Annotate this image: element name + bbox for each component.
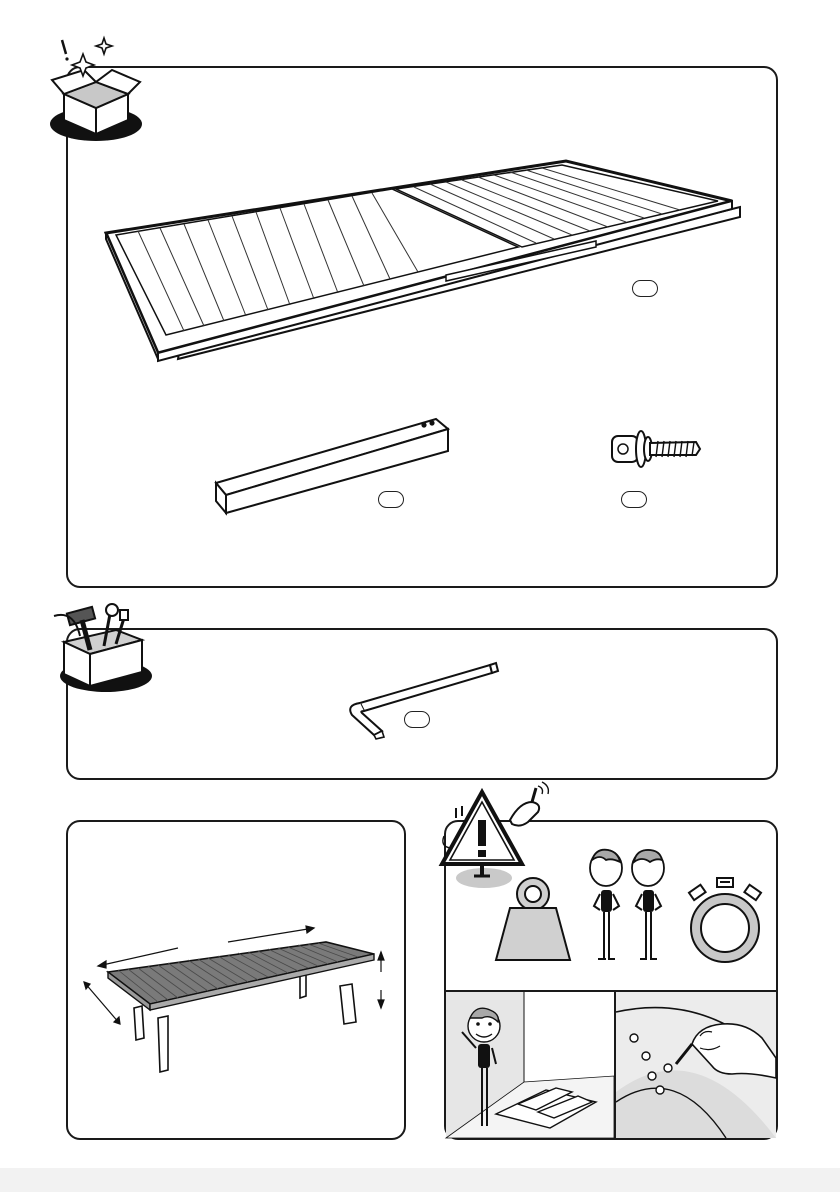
bolt-ref-bubble xyxy=(621,491,647,508)
page-footer-strip xyxy=(0,1168,840,1192)
two-people-icon xyxy=(584,848,670,964)
bolt-part xyxy=(608,428,704,472)
leg-ref-bubble xyxy=(378,491,404,508)
toolbox-icon xyxy=(46,596,156,696)
weight-icon xyxy=(492,876,574,962)
leg-part xyxy=(210,415,455,515)
assembled-table-drawing xyxy=(78,920,398,1080)
tabletop-ref-bubble xyxy=(632,280,658,297)
person-reading-manual-illustration xyxy=(446,992,614,1138)
allen-key-ref-bubble xyxy=(404,711,430,728)
tabletop-part xyxy=(100,155,740,370)
hand-tightening-illustration xyxy=(616,992,776,1138)
stopwatch-icon xyxy=(686,874,764,964)
open-box-icon xyxy=(40,34,150,144)
warning-sign-icon xyxy=(434,780,554,890)
